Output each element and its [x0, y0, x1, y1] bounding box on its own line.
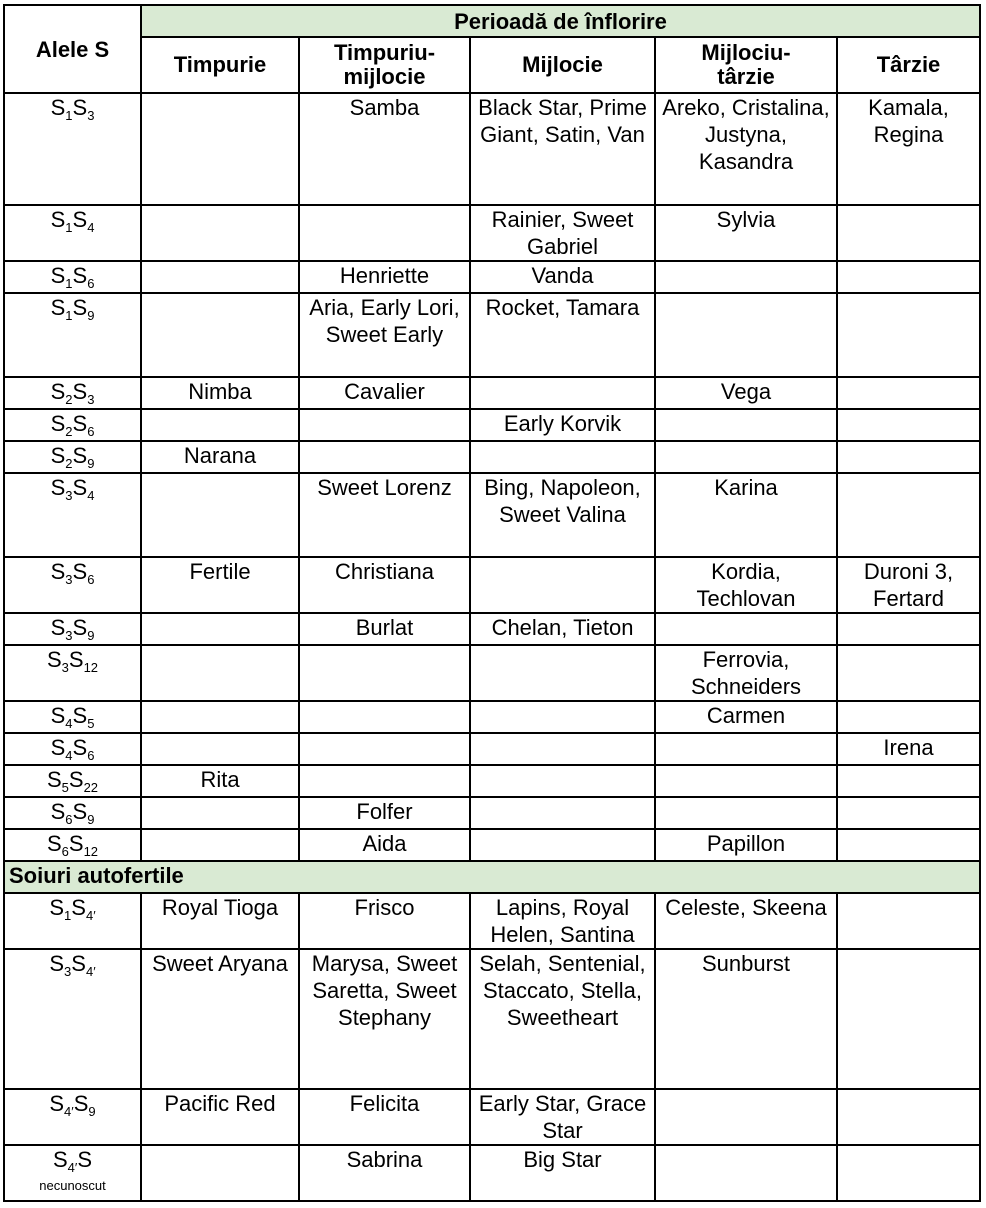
variety-cell: [837, 441, 980, 473]
allele-column-label: Alele S: [35, 36, 110, 62]
allele-first-index: 1: [65, 220, 73, 235]
allele-first-index: 4: [65, 716, 73, 731]
table-body: [4, 93, 980, 1201]
variety-cell: [837, 261, 980, 293]
variety-cell: Sweet Lorenz: [299, 473, 470, 557]
allele-cell: $S_1S_4$: [4, 205, 141, 261]
variety-cell: [470, 765, 655, 797]
variety-cell: Rocket, Tamara: [470, 293, 655, 377]
variety-cell: [470, 701, 655, 733]
variety-cell: [837, 377, 980, 409]
allele-first-index: 1: [65, 276, 73, 291]
variety-cell: [470, 557, 655, 613]
variety-cell: [837, 613, 980, 645]
table-row: [4, 765, 980, 797]
variety-cell: [655, 293, 837, 377]
variety-cell: Pacific Red: [141, 1089, 299, 1145]
allele-cell: $S_4S_5$: [4, 701, 141, 733]
variety-cell: Vanda: [470, 261, 655, 293]
allele-cell: $S_6S_{12}$: [4, 829, 141, 861]
variety-cell: [837, 701, 980, 733]
variety-cell: [837, 797, 980, 829]
variety-cell: Carmen: [655, 701, 837, 733]
variety-cell: Felicita: [299, 1089, 470, 1145]
variety-cell: Sunburst: [655, 949, 837, 1089]
allele-second-index: 4: [87, 220, 95, 235]
variety-cell: Early Korvik: [470, 409, 655, 441]
variety-cell: [837, 1089, 980, 1145]
variety-cell: [837, 409, 980, 441]
col-header-timpurie: Timpurie: [141, 37, 299, 93]
table-row: [4, 409, 980, 441]
variety-cell: [141, 205, 299, 261]
variety-cell: [655, 441, 837, 473]
table-row: [4, 797, 980, 829]
variety-cell: Papillon: [655, 829, 837, 861]
allele-cell: $S_1S_{4'}$: [4, 893, 141, 949]
allele-second-index: 9: [87, 628, 95, 643]
variety-cell: Lapins, Royal Helen, Santina: [470, 893, 655, 949]
table-row: [4, 473, 980, 557]
variety-cell: [470, 441, 655, 473]
allele-first-index: 2: [65, 424, 73, 439]
variety-cell: Selah, Sentenial, Staccato, Stella, Sweetheart: [470, 949, 655, 1089]
variety-cell: [837, 765, 980, 797]
col-header-mijlocie: Mijlocie: [470, 37, 655, 93]
variety-cell: Duroni 3, Fertard: [837, 557, 980, 613]
allele-second-index: 9: [87, 456, 95, 471]
table-row: [4, 557, 980, 613]
allele-second-index: 4′: [85, 908, 96, 923]
allele-first-index: 4′: [64, 1104, 74, 1119]
allele-first-index: 2: [65, 392, 73, 407]
allele-cell: $S_3S_{12}$: [4, 645, 141, 701]
allele-second-index: 9: [88, 1104, 96, 1119]
allele-first-index: 2: [65, 456, 73, 471]
table-row: [4, 441, 980, 473]
allele-second-index: 9: [87, 812, 95, 827]
variety-cell: [299, 409, 470, 441]
allele-cell: $S_4S_6$: [4, 733, 141, 765]
allele-second-index: 5: [87, 716, 95, 731]
table-row: [4, 949, 980, 1089]
allele-cell: $S_2S_6$: [4, 409, 141, 441]
allele-cell: $S_3S_9$: [4, 613, 141, 645]
variety-cell: Early Star, Grace Star: [470, 1089, 655, 1145]
variety-cell: Rainier, Sweet Gabriel: [470, 205, 655, 261]
table-row: [4, 293, 980, 377]
variety-cell: [141, 613, 299, 645]
allele-second-index: 6: [87, 424, 95, 439]
table-row: [4, 1089, 980, 1145]
allele-first-index: 3: [65, 488, 73, 503]
variety-cell: Big Star: [470, 1145, 655, 1201]
variety-cell: Kordia, Techlovan: [655, 557, 837, 613]
allele-first-index: 3: [65, 572, 73, 587]
allele-cell: $S_3S_{4'}$: [4, 949, 141, 1089]
table-row: [4, 829, 980, 861]
variety-cell: [655, 797, 837, 829]
variety-cell: [655, 409, 837, 441]
variety-cell: Sweet Aryana: [141, 949, 299, 1089]
variety-cell: [655, 733, 837, 765]
variety-cell: [655, 1145, 837, 1201]
col-header-timpuriu-mijlocie: Timpuriu- mijlocie: [299, 37, 470, 93]
allele-cell: $S_2S_9$: [4, 441, 141, 473]
variety-cell: [837, 205, 980, 261]
allele-second-index: 3: [87, 392, 95, 407]
col-header-mijlociu-tarzie: Mijlociu- târzie: [655, 37, 837, 93]
variety-cell: [141, 733, 299, 765]
variety-cell: Samba: [299, 93, 470, 205]
variety-cell: [141, 93, 299, 205]
table-row: [4, 377, 980, 409]
variety-cell: Vega: [655, 377, 837, 409]
variety-cell: [655, 613, 837, 645]
table-row: [4, 613, 980, 645]
variety-cell: [299, 441, 470, 473]
variety-cell: Irena: [837, 733, 980, 765]
variety-cell: [470, 829, 655, 861]
allele-first-index: 1: [65, 108, 73, 123]
variety-cell: [141, 829, 299, 861]
variety-cell: Aida: [299, 829, 470, 861]
variety-cell: Kamala, Regina: [837, 93, 980, 205]
variety-cell: Christiana: [299, 557, 470, 613]
table-row: [4, 645, 980, 701]
allele-first-index: 6: [61, 844, 69, 859]
allele-first-index: 1: [65, 308, 73, 323]
col-header-tarzie: Târzie: [837, 37, 980, 93]
allele-first-index: 5: [61, 780, 69, 795]
allele-first-index: 1: [64, 908, 72, 923]
variety-cell: Aria, Early Lori, Sweet Early: [299, 293, 470, 377]
variety-cell: Henriette: [299, 261, 470, 293]
table-row: [4, 733, 980, 765]
allele-first-index: 6: [65, 812, 73, 827]
allele-cell: $S_{4'}S_9$: [4, 1089, 141, 1145]
table-row: [4, 93, 980, 205]
flowering-period-header: Perioadă de înflorire: [141, 5, 980, 37]
variety-cell: [141, 645, 299, 701]
variety-cell: [141, 473, 299, 557]
variety-cell: Marysa, Sweet Saretta, Sweet Stephany: [299, 949, 470, 1089]
variety-cell: [655, 261, 837, 293]
variety-cell: Narana: [141, 441, 299, 473]
table-row: [4, 1145, 980, 1201]
variety-cell: [470, 377, 655, 409]
variety-cell: [837, 893, 980, 949]
variety-cell: [470, 733, 655, 765]
variety-cell: Fertile: [141, 557, 299, 613]
variety-cell: Nimba: [141, 377, 299, 409]
variety-cell: [141, 797, 299, 829]
variety-cell: [470, 645, 655, 701]
allele-cell: $S_2S_3$: [4, 377, 141, 409]
table-row: [4, 205, 980, 261]
variety-cell: [837, 293, 980, 377]
cherry-varieties-table: [3, 4, 981, 1202]
variety-cell: [837, 949, 980, 1089]
variety-cell: Chelan, Tieton: [470, 613, 655, 645]
allele-first-index: 4′: [67, 1160, 78, 1175]
variety-cell: [141, 409, 299, 441]
allele-cell: $S_6S_9$: [4, 797, 141, 829]
allele-first-index: 3: [61, 660, 69, 675]
variety-cell: Cavalier: [299, 377, 470, 409]
variety-cell: Frisco: [299, 893, 470, 949]
self-fertile-section-title: Soiuri autofertile: [4, 861, 980, 893]
self-fertile-section-row: [4, 861, 980, 893]
variety-cell: [837, 1145, 980, 1201]
allele-cell: $S_1S_6$: [4, 261, 141, 293]
variety-cell: Bing, Napoleon, Sweet Valina: [470, 473, 655, 557]
allele-cell: $S_3S_4$: [4, 473, 141, 557]
variety-cell: Royal Tioga: [141, 893, 299, 949]
allele-second-index: 22: [83, 780, 99, 795]
variety-cell: [299, 765, 470, 797]
variety-cell: [655, 765, 837, 797]
allele-column-header: [4, 5, 141, 93]
allele-second-index: 6: [87, 748, 95, 763]
variety-cell: Sabrina: [299, 1145, 470, 1201]
variety-cell: [141, 701, 299, 733]
unknown-allele-note: necunoscut: [39, 1178, 106, 1193]
allele-first-index: 3: [64, 964, 72, 979]
allele-second-index: 6: [87, 276, 95, 291]
allele-first-index: 3: [65, 628, 73, 643]
variety-cell: [299, 733, 470, 765]
table-row: [4, 893, 980, 949]
variety-cell: [470, 797, 655, 829]
allele-cell: $S_3S_6$: [4, 557, 141, 613]
variety-cell: Celeste, Skeena: [655, 893, 837, 949]
variety-cell: [837, 645, 980, 701]
table-row: [4, 701, 980, 733]
variety-cell: Sylvia: [655, 205, 837, 261]
allele-cell: $S_1S_9$: [4, 293, 141, 377]
variety-cell: [141, 293, 299, 377]
variety-cell: Black Star, Prime Giant, Satin, Van: [470, 93, 655, 205]
variety-cell: [837, 473, 980, 557]
variety-cell: [141, 261, 299, 293]
variety-cell: Folfer: [299, 797, 470, 829]
table-row: [4, 261, 980, 293]
variety-cell: Burlat: [299, 613, 470, 645]
allele-cell: $S_{4'}S$ necunoscut: [4, 1145, 141, 1201]
variety-cell: [299, 205, 470, 261]
variety-cell: Areko, Cristalina, Justyna, Kasandra: [655, 93, 837, 205]
variety-cell: Karina: [655, 473, 837, 557]
variety-cell: Ferrovia, Schneiders: [655, 645, 837, 701]
variety-cell: [141, 1145, 299, 1201]
allele-second-index: 4: [87, 488, 95, 503]
allele-second-index: 3: [87, 108, 95, 123]
allele-cell: $S_1S_3$: [4, 93, 141, 205]
allele-cell: $S_5S_{22}$: [4, 765, 141, 797]
variety-cell: [837, 829, 980, 861]
variety-cell: [299, 701, 470, 733]
variety-cell: Rita: [141, 765, 299, 797]
allele-second-index: 4′: [85, 964, 96, 979]
allele-second-index: 6: [87, 572, 95, 587]
allele-second-index: 12: [83, 660, 99, 675]
allele-second-index: 12: [83, 844, 99, 859]
allele-second-index: 9: [87, 308, 95, 323]
allele-first-index: 4: [65, 748, 73, 763]
variety-cell: [655, 1089, 837, 1145]
variety-cell: [299, 645, 470, 701]
